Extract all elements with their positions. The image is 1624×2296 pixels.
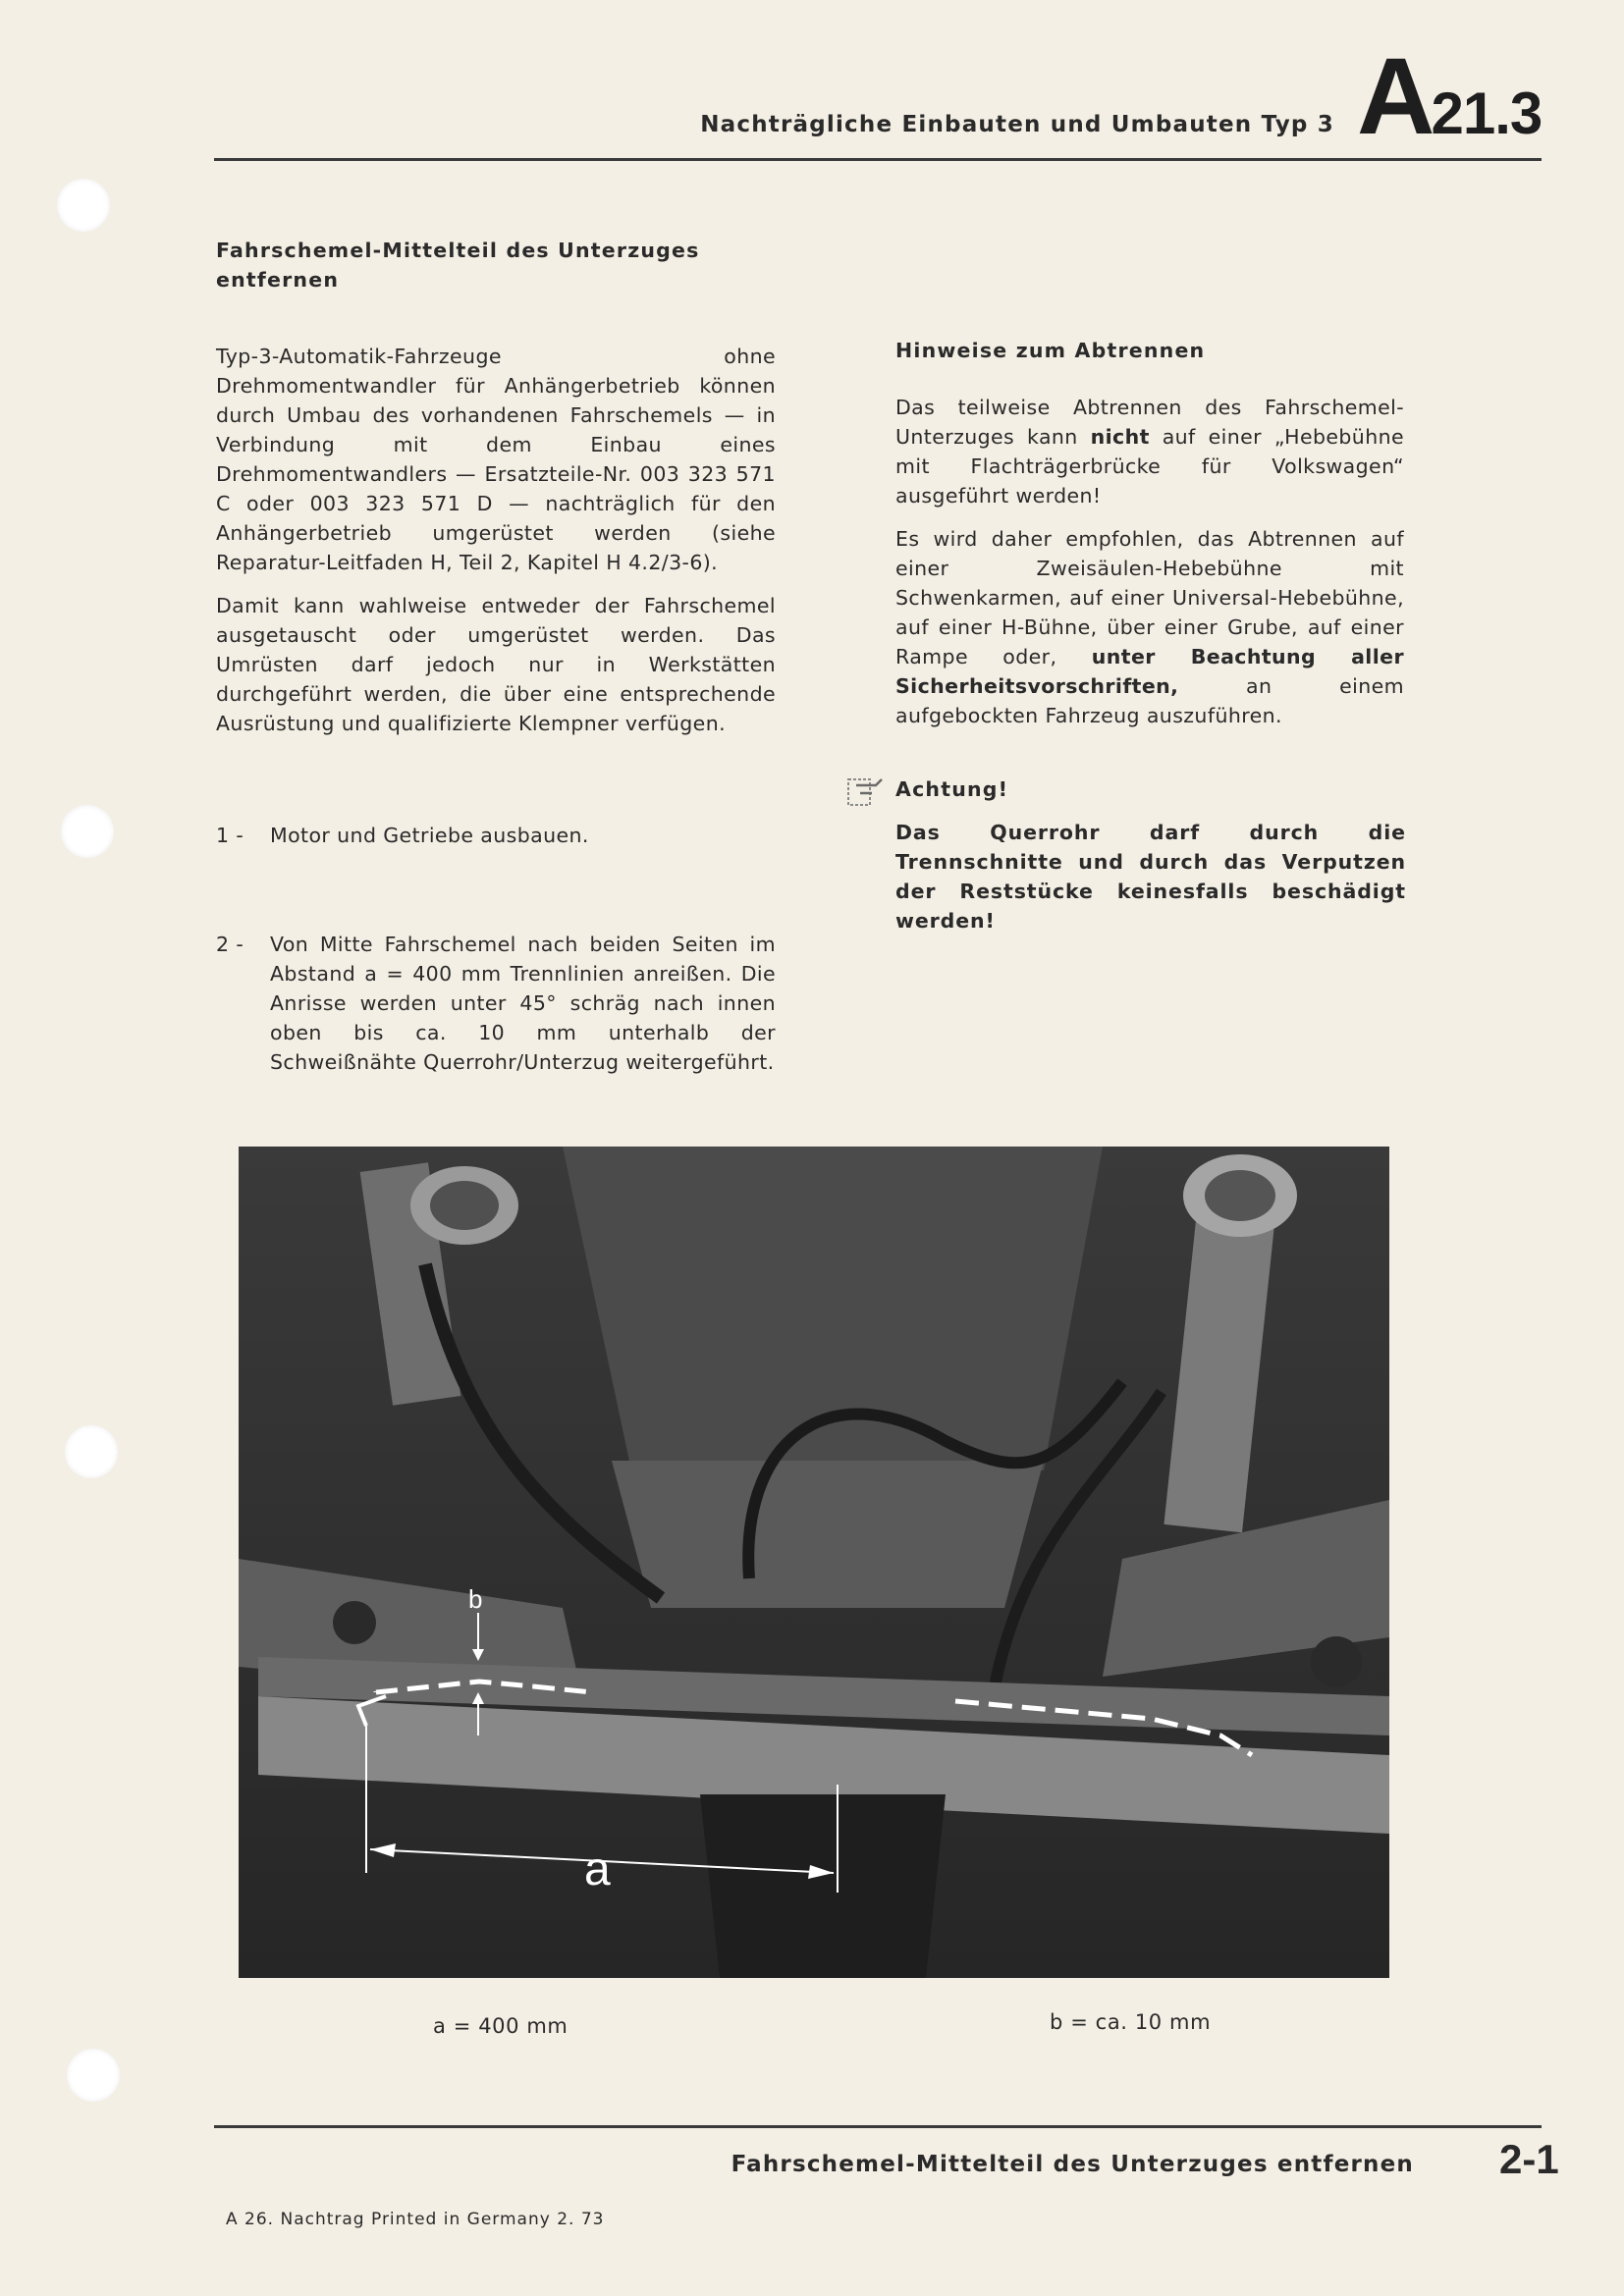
header-rule bbox=[214, 158, 1542, 161]
photo-label-b: b bbox=[468, 1584, 483, 1614]
left-column bbox=[216, 236, 776, 738]
binder-hole-2 bbox=[61, 805, 114, 858]
conversion-paragraph: Damit kann wahlweise entweder der Fahrschemel ausgetauscht oder umgerüstet werden. Das Umrüsten darf jedoch nur in Werkstätten durchgeführt werden, die über eine entsprechende Ausrüstung und qualifizierte Klempner verfügen. bbox=[216, 594, 776, 735]
right-column bbox=[895, 336, 1404, 730]
notes-p2-post: an einem aufgebockten Fahrzeug auszuführen. bbox=[895, 674, 1404, 727]
notes-p2-bold: unter Beachtung aller Sicherheitsvorschriften, bbox=[895, 645, 1404, 698]
photo-label-a: a bbox=[584, 1843, 611, 1896]
warning-hand-icon bbox=[846, 775, 886, 809]
step-2-text: Von Mitte Fahrschemel nach beiden Seiten im Abstand a = 400 mm Trennlinien anreißen. Die Anrisse werden unter 45° schräg nach innen oben bis ca. 10 mm unterhalb der Schweißnähte Querrohr/Unterzug weitergeführt. bbox=[270, 933, 776, 1074]
page-number: 2-1 bbox=[1499, 2136, 1559, 2182]
binder-hole-4 bbox=[67, 2049, 120, 2102]
step-1-number: 1 - bbox=[216, 824, 244, 847]
caption-b: b = ca. 10 mm bbox=[1050, 2010, 1212, 2034]
notes-p2-pre: Es wird daher empfohlen, das Abtrennen auf einer Zweisäulen-Hebebühne mit Schwenkarmen, auf einer Universal-Hebebühne, auf einer H-Bühne, über einer Grube, auf einer Rampe oder, bbox=[895, 527, 1404, 668]
binder-hole-3 bbox=[65, 1425, 118, 1478]
notes-p1-post: auf einer „Hebebühne mit Flachträgerbrücke für Volkswagen“ ausgeführt werden! bbox=[895, 425, 1404, 507]
section-heading: Fahrschemel-Mittelteil des Unterzuges entfernen bbox=[216, 239, 700, 292]
notes-paragraph-1 bbox=[895, 393, 1404, 510]
underbody-photo bbox=[239, 1147, 1389, 1978]
warning-block bbox=[895, 774, 1406, 935]
step-1-text: Motor und Getriebe ausbauen. bbox=[270, 824, 589, 847]
header-title: Nachträgliche Einbauten und Umbauten Typ 3 bbox=[700, 112, 1334, 137]
intro-paragraph: Typ-3-Automatik-Fahrzeuge ohne Drehmomentwandler für Anhängerbetrieb können durch Umbau des vorhandenen Fahrschemels — in Verbindung mit dem Einbau eines Drehmomentwandlers — Ersatzteile-Nr. 003 323 571 C oder 003 323 571 D — nachträglich für den Anhängerbetrieb umgerüstet werden (siehe Reparatur-Leitfaden H, Teil 2, Kapitel H 4.2/3-6). bbox=[216, 345, 776, 574]
step-2 bbox=[216, 930, 776, 1111]
section-code bbox=[1357, 36, 1543, 157]
notes-heading: Hinweise zum Abtrennen bbox=[895, 339, 1206, 362]
notes-paragraph-2 bbox=[895, 524, 1404, 730]
notes-p1-pre: Das teilweise Abtrennen des Fahrschemel-Unterzuges kann bbox=[895, 396, 1404, 449]
step-1 bbox=[216, 821, 776, 852]
binder-hole-1 bbox=[57, 179, 110, 232]
caption-a: a = 400 mm bbox=[433, 2014, 568, 2038]
step-2-number: 2 - bbox=[216, 933, 244, 956]
print-info: A 26. Nachtrag Printed in Germany 2. 73 bbox=[226, 2210, 605, 2229]
warning-text: Das Querrohr darf durch die Trennschnitte und durch das Verputzen der Reststücke keinesfalls beschädigt werden! bbox=[895, 821, 1406, 933]
footer-rule bbox=[214, 2125, 1542, 2128]
warning-title: Achtung! bbox=[895, 777, 1009, 801]
notes-p1-bold: nicht bbox=[1090, 425, 1150, 449]
section-code-letter: A bbox=[1357, 36, 1432, 157]
footer-title: Fahrschemel-Mittelteil des Unterzuges entfernen bbox=[731, 2152, 1414, 2177]
section-code-number: 21.3 bbox=[1431, 80, 1543, 146]
